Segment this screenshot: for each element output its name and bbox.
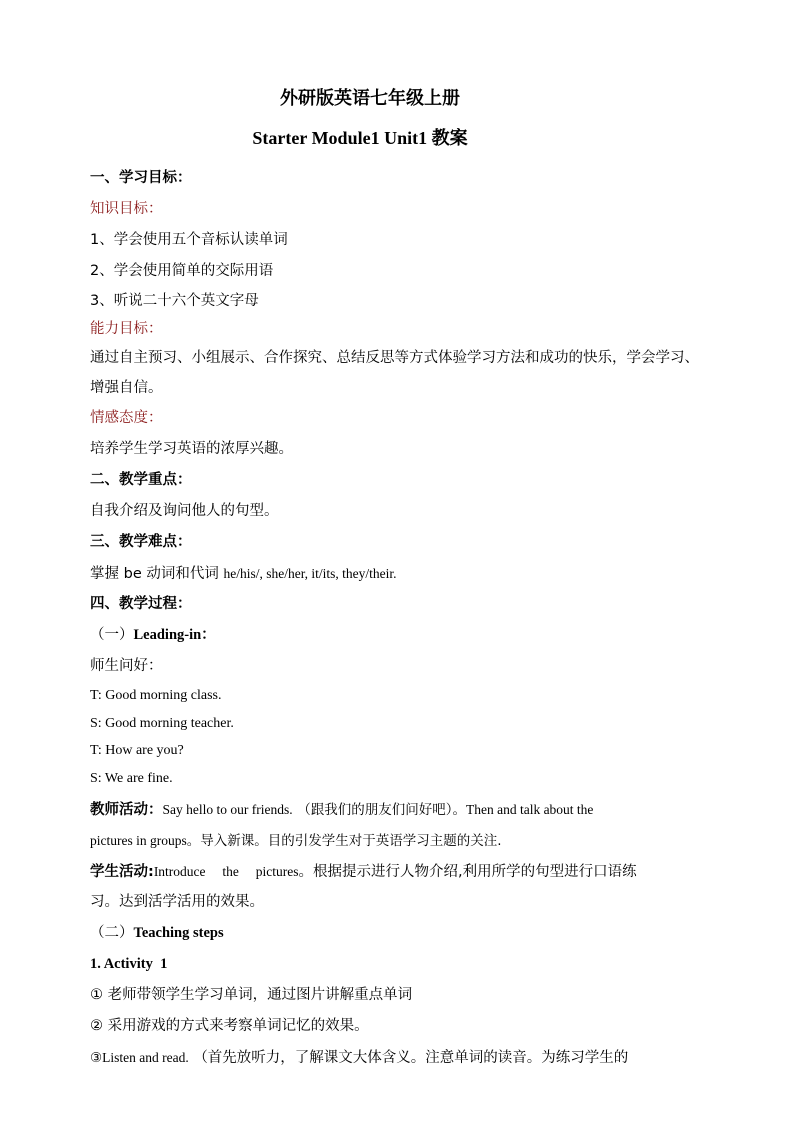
- teacher-activity-english-3: pictures in groups: [90, 833, 187, 848]
- knowledge-item: 2、学会使用简单的交际用语: [90, 263, 274, 279]
- document-subtitle: [0, 124, 720, 150]
- key-point-text: 自我介绍及询问他人的句型。: [90, 503, 279, 519]
- student-activity-label: 学生活动:: [90, 864, 154, 880]
- knowledge-goal-label: 知识目标：: [90, 201, 163, 217]
- dialog-line: T: Good morning class.: [90, 688, 222, 703]
- part-2-prefix: （二）: [90, 925, 134, 941]
- student-activity-chinese: 。根据提示进行人物介绍,利用所学的句型进行口语练: [298, 864, 637, 880]
- teacher-activity-label: 教师活动：: [90, 802, 163, 818]
- emotion-goal-text: 培养学生学习英语的浓厚兴趣。: [90, 441, 293, 457]
- part-1-heading: [90, 620, 710, 651]
- dialog-line: T: How are you?: [90, 743, 184, 758]
- teacher-activity-line-1: [90, 794, 710, 825]
- emotion-goal-label: 情感态度：: [90, 410, 163, 426]
- subtitle-english: Starter Module1 Unit1: [252, 128, 428, 148]
- greeting-label: 师生问好：: [90, 658, 163, 674]
- section-2-heading: 二、教学重点：: [90, 472, 192, 488]
- activity-1-title: 1. Activity 1: [90, 956, 168, 972]
- student-activity-line-2: 习。达到活学活用的效果。: [90, 894, 264, 910]
- dialog-line: S: Good morning teacher.: [90, 715, 234, 731]
- teacher-activity-english: Say hello to our friends.: [162, 802, 293, 817]
- document-title: 外研版英语七年级上册: [280, 88, 460, 109]
- teacher-activity-english-2: Then and talk about the: [465, 802, 594, 817]
- step-item: ① 老师带领学生学习单词，通过图片讲解重点单词: [90, 987, 413, 1003]
- difficult-point-english: he/his/, she/her, it/its, they/their.: [223, 566, 397, 581]
- ability-goal-label: 能力目标：: [90, 321, 163, 337]
- dialog-line: S: We are fine.: [90, 770, 173, 786]
- student-activity-line-1: [90, 856, 710, 887]
- ability-goal-text: 通过自主预习、小组展示、合作探究、总结反思等方式体验学习方法和成功的快乐，学会学习、增强自信。: [90, 350, 699, 396]
- part-2-title: Teaching steps: [133, 925, 224, 941]
- difficult-point-chinese: 掌握 be 动词和代词: [90, 566, 219, 582]
- step-3-english: ③Listen and read.: [90, 1050, 189, 1065]
- section-4-heading: 四、教学过程：: [90, 596, 192, 612]
- subtitle-chinese: 教案: [431, 128, 468, 149]
- difficult-point-text: [90, 558, 710, 589]
- part-2-heading: [90, 918, 710, 949]
- step-item-3: [90, 1042, 710, 1073]
- step-3-chinese: （首先放听力，了解课文大体含义。注意单词的读音。为练习学生的: [193, 1050, 629, 1066]
- part-1-prefix: （一）: [90, 627, 134, 643]
- section-1-heading: 一、学习目标：: [90, 170, 192, 186]
- student-activity-english: Introduce the pictures: [153, 864, 299, 879]
- knowledge-item: 1、学会使用五个音标认读单词: [90, 232, 288, 248]
- part-1-title: Leading-in：: [133, 627, 216, 643]
- teacher-activity-chinese-2: 。导入新课。目的引发学生对于英语学习主题的关注.: [186, 833, 502, 849]
- document-body: [90, 163, 710, 1073]
- teacher-activity-line-2: [90, 825, 710, 856]
- section-3-heading: 三、教学难点：: [90, 534, 192, 550]
- teacher-activity-chinese: （跟我们的朋友们问好吧）。: [297, 802, 466, 818]
- knowledge-item: 3、听说二十六个英文字母: [90, 293, 259, 309]
- step-item: ② 采用游戏的方式来考察单词记忆的效果。: [90, 1018, 369, 1034]
